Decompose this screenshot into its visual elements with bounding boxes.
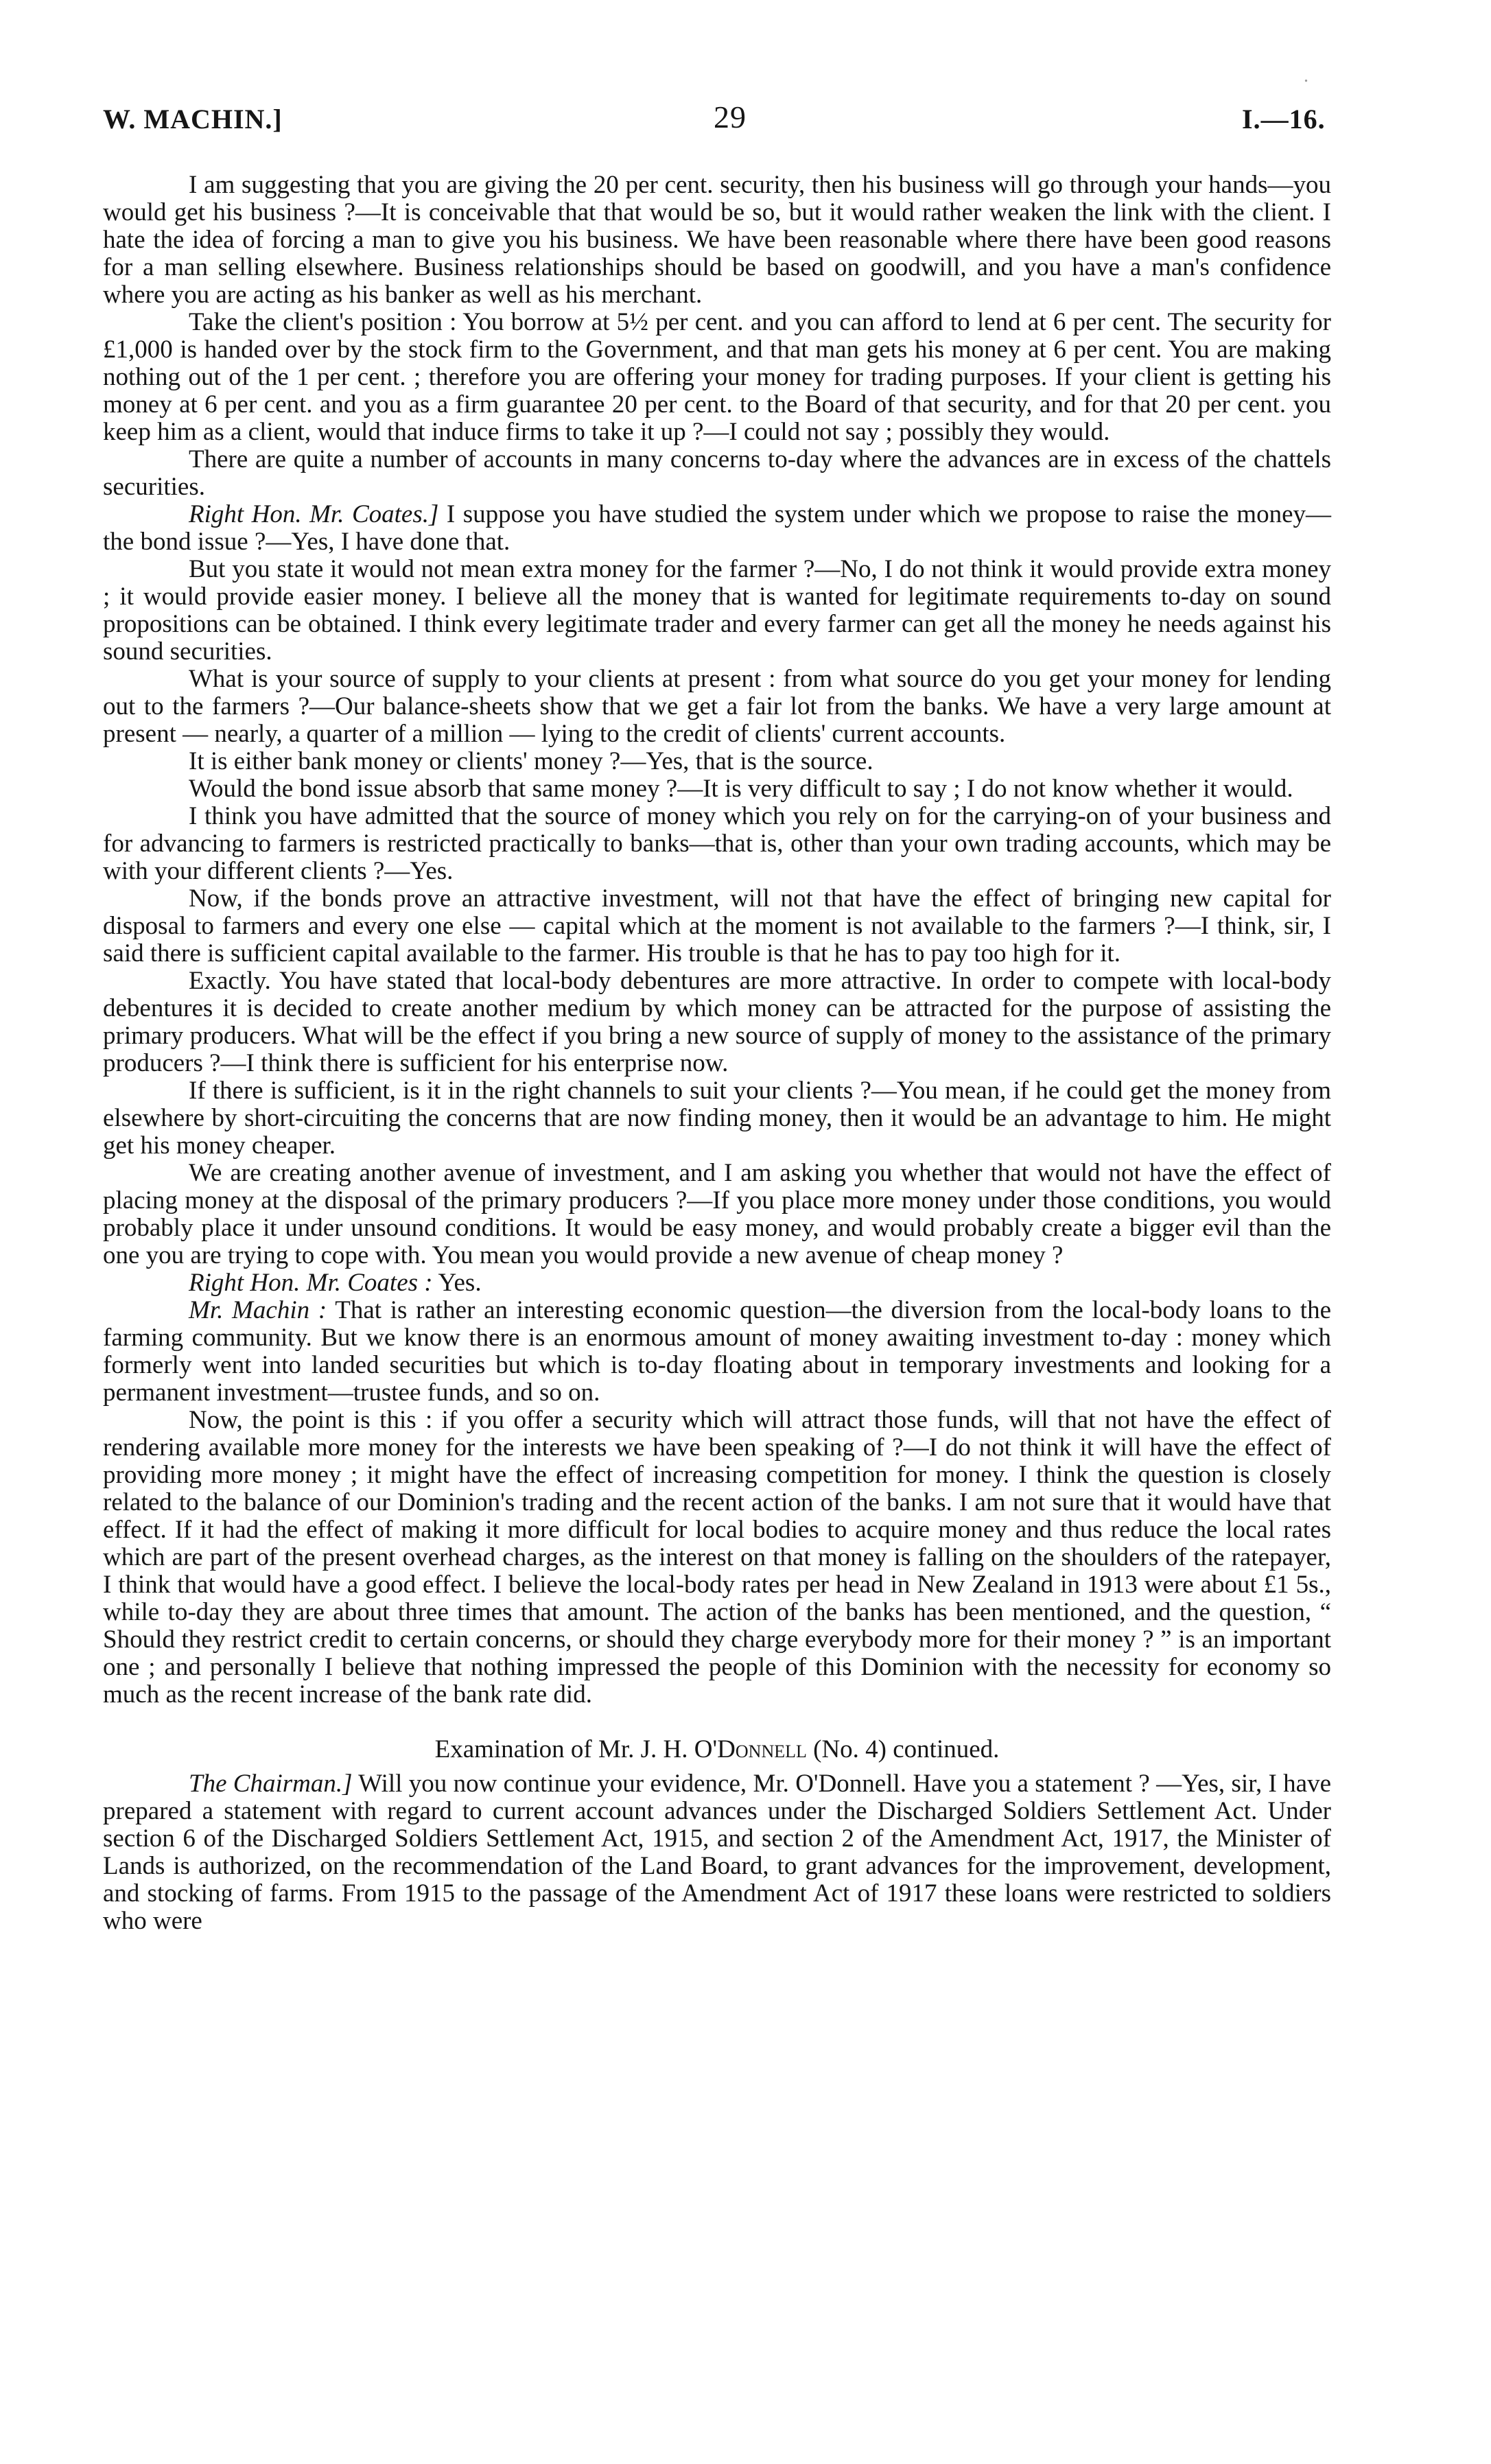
paragraph: I think you have admitted that the source of money which you rely on for the carrying-on of your business and for advancing to farmers is restricted practically to banks—that is, other than your own trading accounts, which may be with your different clients ?—Yes. <box>103 802 1331 885</box>
page-header <box>0 65 1491 144</box>
witness-name: O'Donnell <box>694 1735 807 1763</box>
paragraph: Mr. Machin : That is rather an interesting economic question—the diversion from the local-body loans to the farming community. But we know there is an enormous amount of money awaiting investment to-day : money which formerly went into landed securities but which is to-day floating about in temporary investments and looking for a permanent investment—trustee funds, and so on. <box>103 1296 1332 1407</box>
paragraph: Now, if the bonds prove an attractive investment, will not that have the effect of bringing new capital for disposal to farmers and every one else — capital which at the moment is not available to the farmers ?—I think, sir, I said there is sufficient capital available to the farmer. His trouble is that he has to pay too high for it. <box>103 884 1331 967</box>
speaker-label: Mr. Machin : <box>189 1296 327 1324</box>
paragraph: Now, the point is this : if you offer a security which will attract those funds, will that not have the effect of rendering available more money for the interests we have been speaking of ?—I do not think it will have the effect of providing more money ; it might have the effect of increasing competition for money. I think the question is closely related to the balance of our Dominion's trading and the recent action of the banks. I am not sure that it would have that effect. If it had the effect of making it more difficult for local bodies to acquire money and thus reduce the local rates which are part of the present overhead charges, as the interest on that money is falling on the shoulders of the ratepayer, I think that would have a good effect. I believe the local-body rates per head in New Zealand in 1913 were about £1 5s., while to-day they are about three times that amount. The action of the banks has been mentioned, and the question, “ Should they restrict credit to certain concerns, or should they charge everybody more for their money ? ” is an important one ; and personally I believe that nothing impressed the people of this Dominion with the necessity for economy so much as the recent increase of the bank rate did. <box>103 1406 1331 1709</box>
paragraph: What is your source of supply to your clients at present : from what source do you get your money for lending out to the farmers ?—Our balance-sheets show that we get a fair lot from the banks. We have a very large amount at present — nearly, a quarter of a million — lying to the credit of clients' current accounts. <box>103 665 1331 748</box>
paragraph: If there is sufficient, is it in the right channels to suit your clients ?—You mean, if he could get the money from elsewhere by short-circuiting the concerns that are now finding money, then it would be an advantage to him. He might get his money cheaper. <box>103 1077 1331 1160</box>
speaker-label: The Chairman.] <box>189 1770 353 1798</box>
paragraph: But you state it would not mean extra money for the farmer ?—No, I do not think it would provide extra money ; it would provide easier money. I believe all the money that is wanted for legitimate requirements to-day on sound propositions can be obtained. I think every legitimate trader and every farmer can get all the money he needs against his sound securities. <box>103 555 1331 666</box>
paragraph: We are creating another avenue of investment, and I am asking you whether that would not have the effect of placing money at the disposal of the primary producers ?—If you place more money under those conditions, you would probably place it under unsound conditions. It would be easy money, and would probably create a bigger evil than the one you are trying to cope with. You mean you would provide a new avenue of cheap money ? <box>103 1159 1331 1269</box>
paragraph: Would the bond issue absorb that same money ?—It is very difficult to say ; I do not know whether it would. <box>189 775 1293 803</box>
paragraph: Right Hon. Mr. Coates.] I suppose you have studied the system under which we propose to raise the money—the bond issue ?—Yes, I have done that. <box>103 500 1331 556</box>
paragraph: Exactly. You have stated that local-body debentures are more attractive. In order to compete with local-body debentures it is decided to create another medium by which money can be attracted for the purpose of assisting the primary producers. What will be the effect if you bring a new source of supply of money to the assistance of the primary producers ?—I think there is sufficient for his enterprise now. <box>103 967 1331 1077</box>
paragraph: There are quite a number of accounts in many concerns to-day where the advances are in excess of the chattels securities. <box>103 445 1331 501</box>
document-reference: I.—16. <box>1242 104 1326 134</box>
paragraph: The Chairman.] Will you now continue your evidence, Mr. O'Donnell. Have you a statement ? —Yes, sir, I have prepared a statement with regard to current account advances under the Discharged Soldiers Settlement Act. Under section 6 of the Discharged Soldiers Settlement Act, 1915, and section 2 of the Amendment Act, 1917, the Minister of Lands is authorized, on the recommendation of the Land Board, to grant advances for the improvement, development, and stocking of farms. From 1915 to the passage of the Amendment Act of 1917 these loans were restricted to soldiers who were <box>103 1770 1332 1935</box>
paragraph: It is either bank money or clients' money ?—Yes, that is the source. <box>189 747 873 775</box>
page-body <box>103 172 1331 1935</box>
section-heading: Examination of Mr. J. H. O'Donnell (No. 4) continued. <box>434 1735 1000 1763</box>
paragraph: Take the client's position : You borrow at 5½ per cent. and you can afford to lend at 6 per cent. The security for £1,000 is handed over by the stock firm to the Government, and that man gets his money at 6 per cent. You are making nothing out of the 1 per cent. ; therefore you are offering your money for trading purposes. If your client is getting his money at 6 per cent. and you as a firm guarantee 20 per cent. to the Board of that security, and for that 20 per cent. you keep him as a client, would that induce firms to take it up ?—I could not say ; possibly they would. <box>103 308 1331 446</box>
header-witness-name: W. MACHIN.] <box>103 104 283 134</box>
page-number: 29 <box>714 99 747 134</box>
paragraph: Right Hon. Mr. Coates : Yes. <box>189 1269 482 1297</box>
paragraph: I am suggesting that you are giving the 20 per cent. security, then his business will go through your hands—you would get his business ?—It is conceivable that that would be so, but it would rather weaken the link with the client. I hate the idea of forcing a man to give you his business. We have been reasonable where there have been good reasons for a man selling elsewhere. Business relationships should be based on goodwill, and you have a man's confidence where you are acting as his banker as well as his merchant. <box>103 171 1331 309</box>
speaker-label: Right Hon. Mr. Coates.] <box>189 500 439 528</box>
corner-mark: . <box>1304 65 1309 86</box>
speaker-label: Right Hon. Mr. Coates : <box>189 1269 433 1297</box>
